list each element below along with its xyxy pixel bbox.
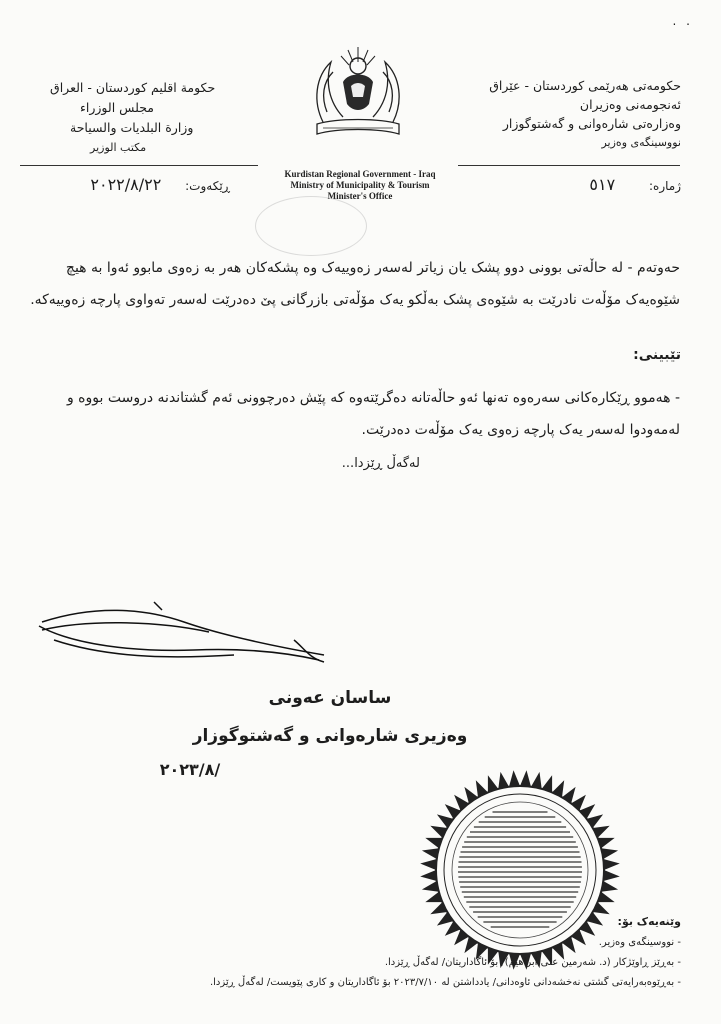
document-date [30,175,230,194]
header-english-line: Minister's Office [327,191,393,201]
signatory-title: وەزیری شارەوانی و گەشتوگوزار [192,726,468,746]
header-arabic-line: مكتب الوزير [90,141,147,154]
copies-list [121,933,681,993]
document-number [531,175,681,194]
header-rule-left [20,165,258,166]
header-english-line: Ministry of Municipality & Tourism [290,180,430,190]
date-label: ڕێکەوت: [185,179,230,193]
closing-greeting: لەگەڵ ڕێزدا... [341,456,420,471]
header-english-line: Kurdistan Regional Government - Iraq [284,169,436,179]
header-arabic-line: مجلس الوزراء [80,100,154,115]
header-kurdish-line: وەزارەتی شارەوانی و گەشتوگوزار [502,116,681,131]
signatory-date: ٢٠٢٣/٨/ [159,760,221,779]
copy-recipient: - نووسینگەی وەزیر. [598,937,681,948]
note-label: تێبینی: [633,347,681,363]
header-arabic [40,78,250,158]
header-arabic-line: حكومة اقليم كوردستان - العراق [50,80,216,95]
date-value: ٢٠٢٢/٨/٢٢ [90,175,162,194]
number-value: ٥١٧ [589,175,616,194]
header-rule-right [458,165,680,166]
copy-recipient: - بەڕێز ڕاوێژکار (د. شەرمین علی ابراهیم)/ بۆ ئاگاداریتان/ لەگەڵ ڕێزدا. [384,957,681,968]
header-kurdish [431,76,681,152]
copies-label: وێنەیەک بۆ: [617,915,681,928]
signatory-name: ساسان عەونی [268,688,392,708]
corner-mark: . . [672,14,693,28]
clause-seventh: حەوتەم - لە حاڵەتی بوونی دوو پشک یان زیاتر لەسەر زەوییەک وە پشکەکان هەر بە زەوی مابوو ئەوا بە هیچ شێوەیەک مۆڵەت نادرێت بە شێوەی پشک بەڵکو یەک مۆڵەتی بازرگانی پێ دەدرێت لەسەر تەواوی پارچە زەوییەکە. [30,260,680,308]
note-text: - هەموو ڕێکارەکانی سەرەوە تەنها ئەو حاڵەتانە دەگرێتەوە کە پێش دەرچوونی ئەم گشتاندنە دروست بووە و لەمەودوا لەسەر یەک پارچە زەوی یەک مۆڵەت دەدرێت. [66,390,680,438]
header-arabic-line: وزارة البلديات والسياحة [70,120,194,135]
handwritten-signature [34,600,334,680]
copy-recipient: - بەڕێوەبەرایەتی گشتی نەخشەدانی ئاوەدانی/ یادداشتن لە ٢٠٢٣/٧/١٠ بۆ ئاگاداریتان و کاری پێویست/ لەگەڵ ڕێزدا. [209,977,681,988]
kurdistan-emblem-icon [303,42,413,142]
number-label: ژمارە: [648,179,681,193]
header-kurdish-line: ئەنجومەنی وەزیران [579,97,681,112]
header-kurdish-line: نووسینگەی وەزیر [601,136,681,149]
header-kurdish-line: حکومەتی هەرێمی کوردستان - عێراق [489,78,681,93]
faint-stamp [255,196,367,256]
